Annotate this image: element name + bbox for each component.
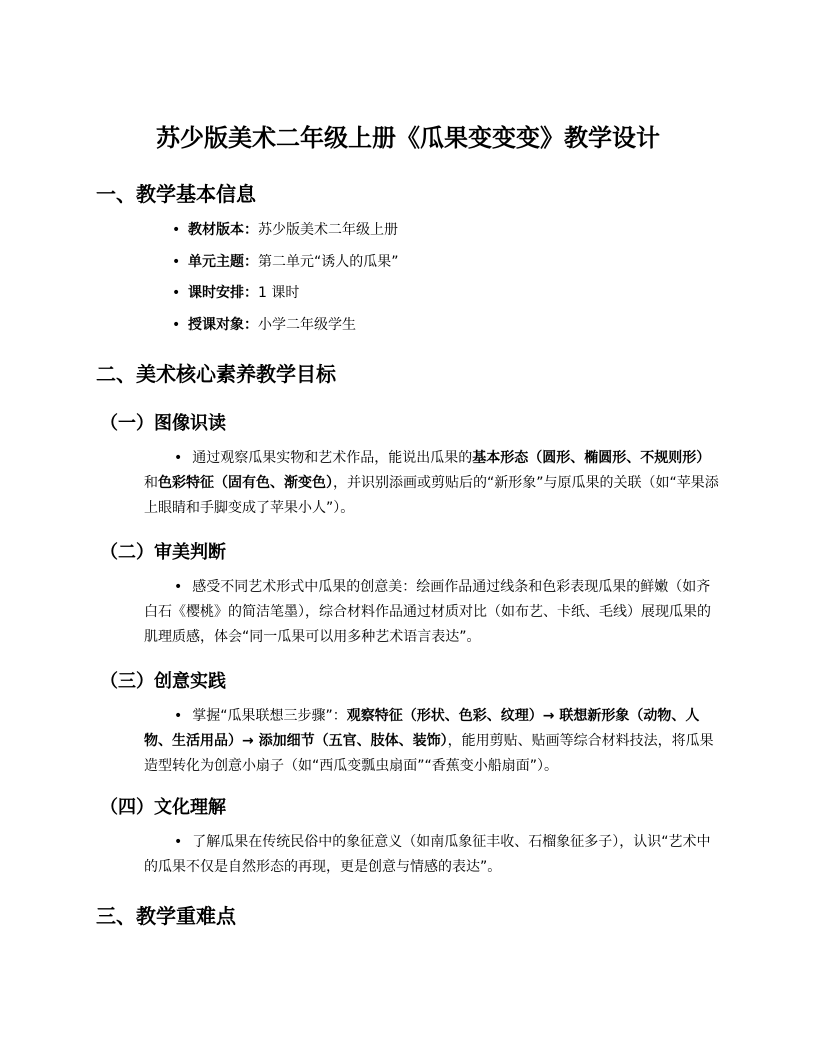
bold-run: 观察特征（形状、色彩、纹理）→ 联想新形象（动物、人物、生活用品）→ 添加细节（五官、肢体、装饰） bbox=[144, 708, 700, 749]
basic-info-list bbox=[172, 219, 732, 345]
text-run: 感受不同艺术形式中瓜果的创意美：绘画作品通过线条和色彩表现瓜果的鲜嫩（如齐白石《樱桃》的简洁笔墨），综合材料作品通过材质对比（如布艺、卡纸、毛线）展现瓜果的肌理质感，体会“同一瓜果可以用多种艺术语言表达”。 bbox=[144, 579, 711, 645]
bullet-icon: • bbox=[174, 708, 183, 724]
text-run: ，并识别添画或剪贴后的“新形象”与原瓜果的关联（如“苹果添上眼睛和手脚变成了苹果小人”）。 bbox=[144, 475, 719, 516]
text-run: 掌握“瓜果联想三步骤”： bbox=[192, 708, 347, 724]
paragraph-image-reading bbox=[144, 446, 724, 521]
paragraph-aesthetic bbox=[144, 575, 724, 650]
item-label: 课时安排： bbox=[188, 285, 258, 301]
text-run: 通过观察瓜果实物和艺术作品，能说出瓜果的 bbox=[192, 450, 473, 466]
item-label: 单元主题： bbox=[188, 253, 258, 270]
text-run: 了解瓜果在传统民俗中的象征意义（如南瓜象征丰收、石榴象征多子），认识“艺术中的瓜果不仅是自然形态的再现，更是创意与情感的表达”。 bbox=[144, 834, 711, 875]
item-value: 苏少版美术二年级上册 bbox=[258, 222, 398, 238]
item-value: 1 课时 bbox=[258, 285, 300, 301]
document-title: 苏少版美术二年级上册《瓜果变变变》教学设计 bbox=[156, 123, 660, 152]
section-heading-basic-info: 一、教学基本信息 bbox=[96, 182, 256, 206]
text-run: ，能用剪贴、贴画等综合材料技法，将瓜果造型转化为创意小扇子（如“西瓜变瓢虫扇面”“香蕉变小船扇面”）。 bbox=[144, 733, 714, 774]
list-item bbox=[172, 282, 732, 314]
bullet-icon: • bbox=[174, 450, 183, 466]
list-item bbox=[172, 314, 732, 346]
bullet-icon: • bbox=[174, 834, 183, 850]
subsection-heading-creative: （三）创意实践 bbox=[100, 671, 226, 692]
item-label: 授课对象： bbox=[188, 316, 258, 333]
bold-run: 色彩特征（固有色、渐变色） bbox=[158, 475, 333, 491]
list-item bbox=[172, 219, 732, 251]
paragraph-creative bbox=[144, 704, 724, 779]
text-run: 和 bbox=[144, 475, 158, 491]
bold-run: 基本形态（圆形、椭圆形、不规则形） bbox=[472, 450, 711, 466]
bullet-icon: • bbox=[174, 579, 183, 595]
section-heading-key-points: 三、教学重难点 bbox=[96, 904, 236, 928]
section-heading-objectives: 二、美术核心素养教学目标 bbox=[96, 362, 336, 386]
subsection-heading-image-reading: （一）图像识读 bbox=[100, 413, 226, 434]
item-label: 教材版本： bbox=[188, 222, 258, 238]
paragraph-culture bbox=[144, 830, 724, 880]
subsection-heading-aesthetic: （二）审美判断 bbox=[100, 542, 226, 563]
item-value: 第二单元“诱人的瓜果” bbox=[258, 253, 399, 270]
subsection-heading-culture: （四）文化理解 bbox=[100, 797, 226, 818]
item-value: 小学二年级学生 bbox=[258, 316, 356, 333]
list-item bbox=[172, 251, 732, 283]
